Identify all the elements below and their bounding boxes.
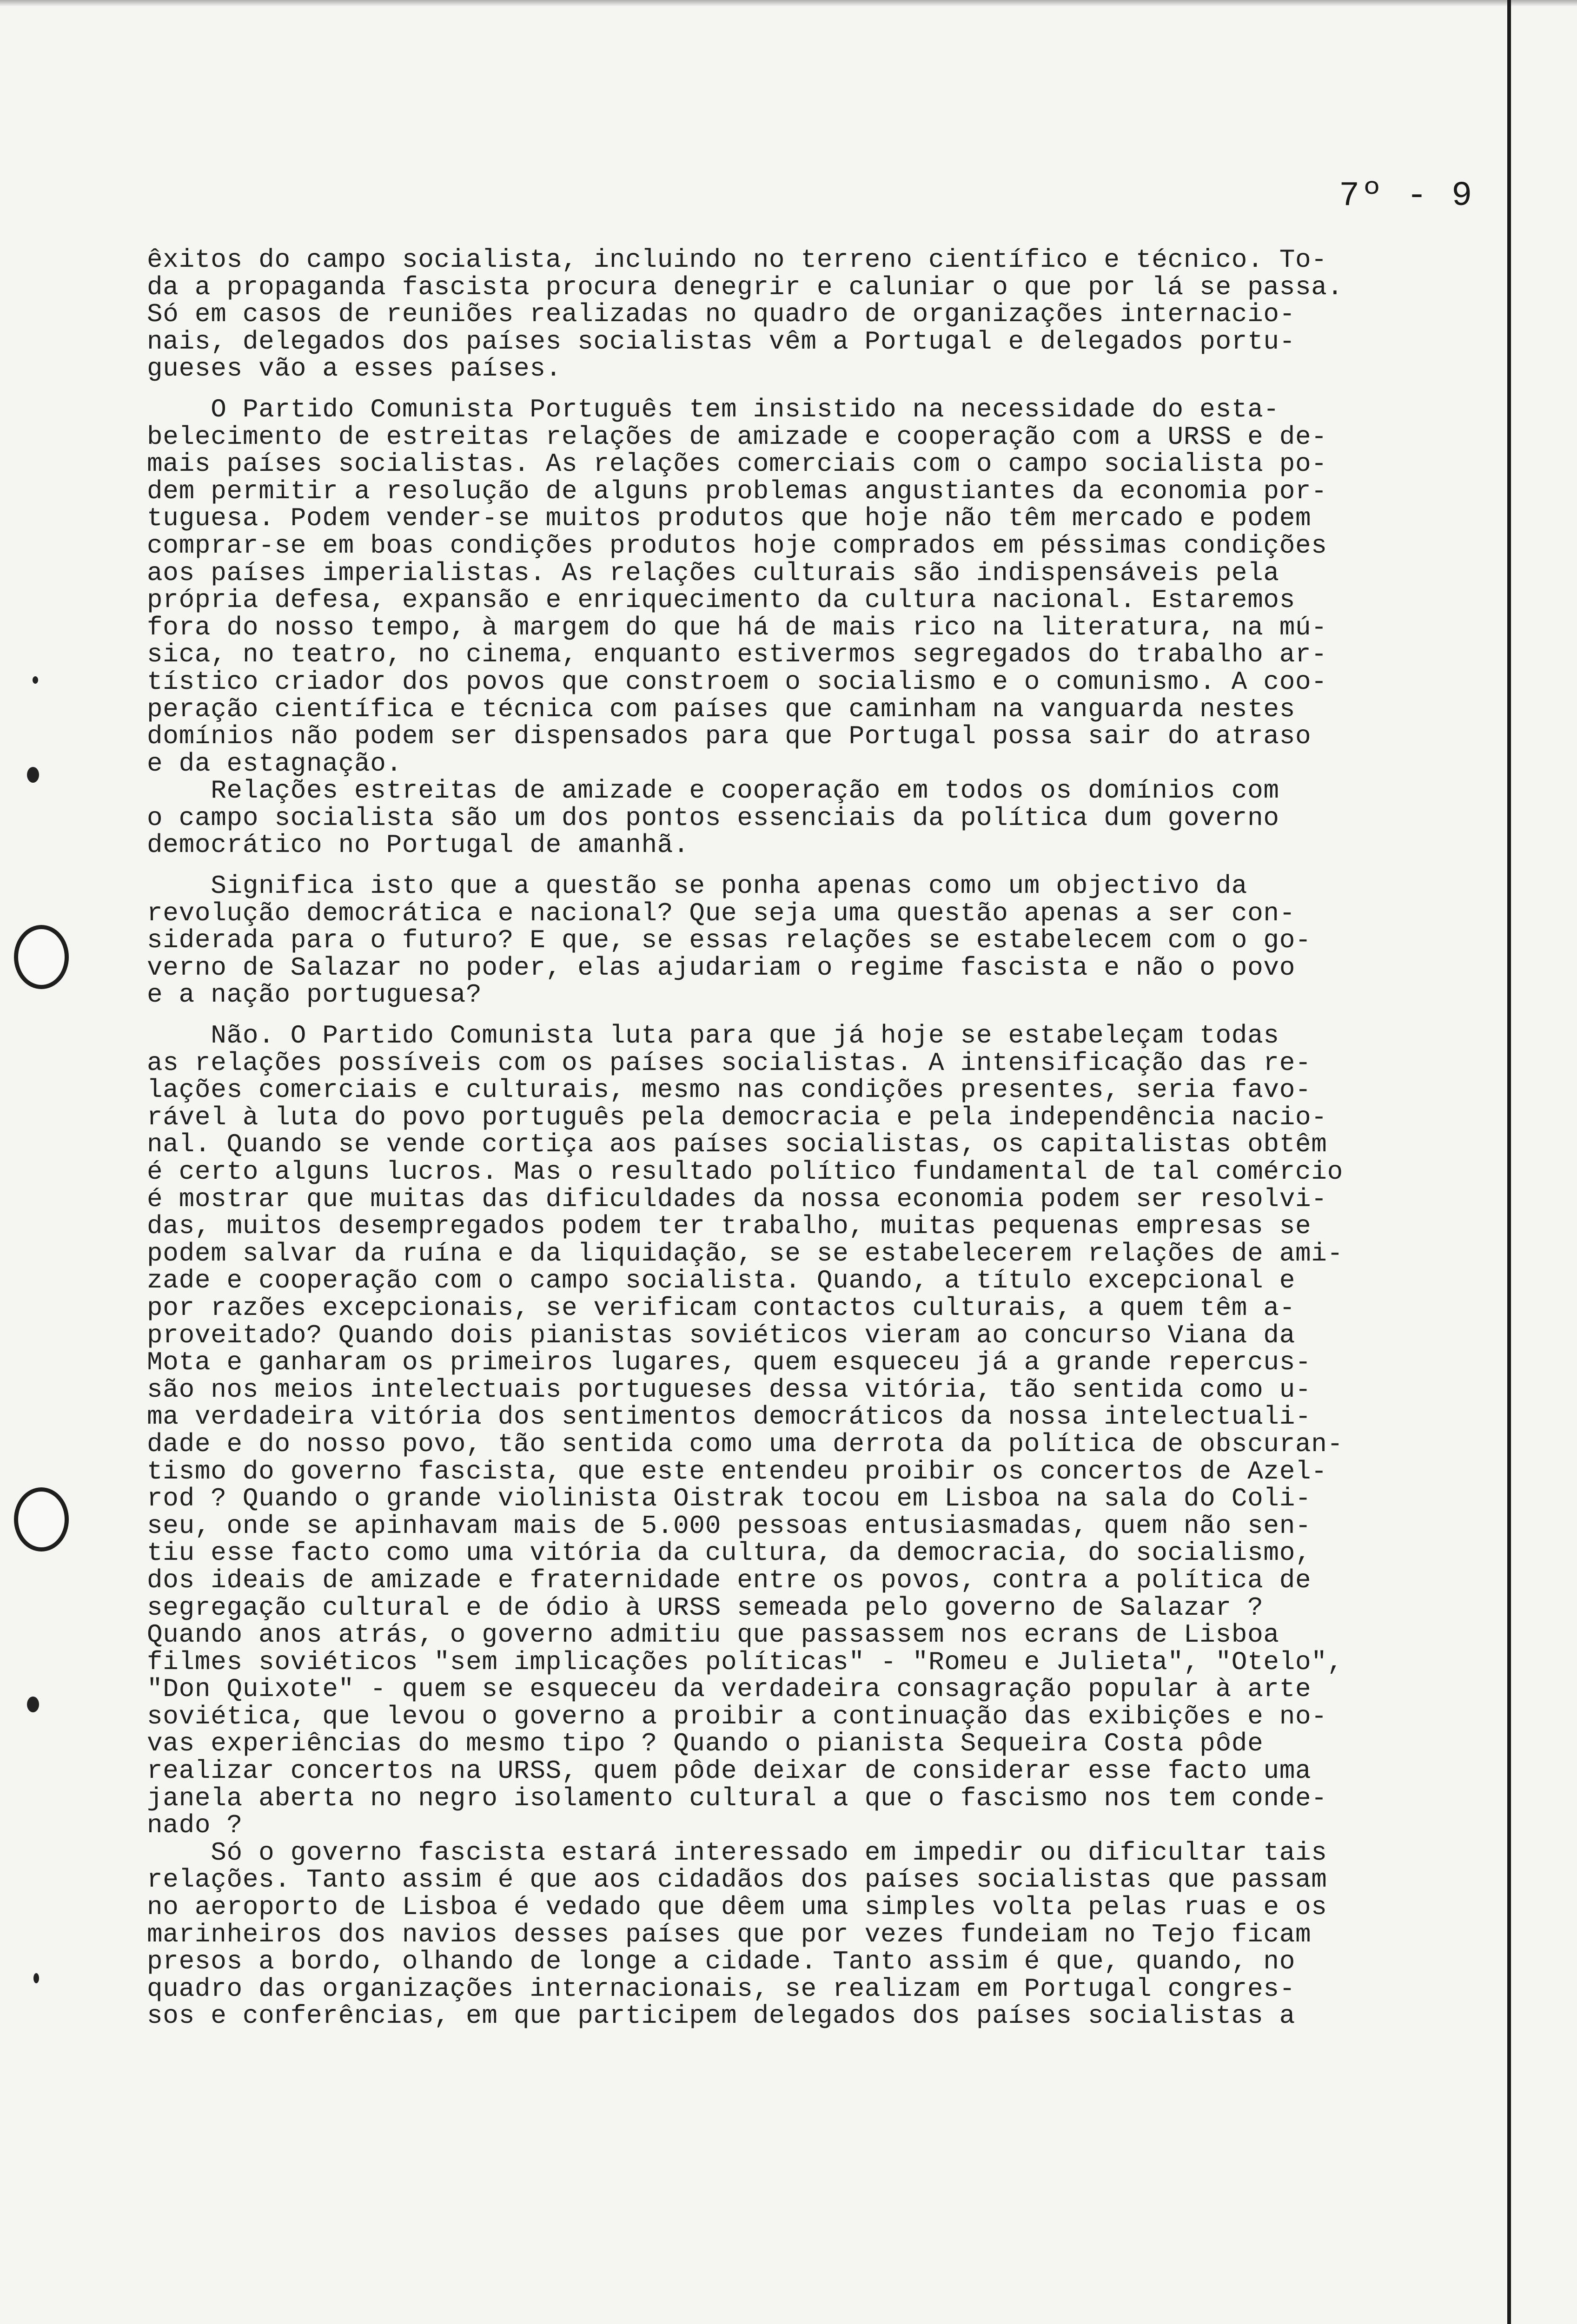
text-line: marinheiros dos navios desses países que por vezes fundeiam no Tejo ficam — [147, 1919, 1312, 1949]
text-line: proveitado? Quando dois pianistas soviéticos vieram ao concurso Viana da — [147, 1320, 1295, 1350]
text-line: Mota e ganharam os primeiros lugares, quem esqueceu já a grande repercus- — [147, 1347, 1312, 1378]
text-line: sos e conferências, em que participem delegados dos países socialistas a — [147, 2001, 1295, 2031]
text-line: no aeroporto de Lisboa é vedado que dêem uma simples volta pelas ruas e os — [147, 1892, 1327, 1922]
text-line: o campo socialista são um dos pontos essenciais da política dum governo — [147, 803, 1279, 833]
punch-hole-upper — [14, 925, 69, 989]
text-line: verno de Salazar no poder, elas ajudariam o regime fascista e não o povo — [147, 952, 1295, 983]
text-line — [147, 859, 1523, 872]
scan-top-edge — [0, 0, 1577, 7]
text-line: Quando anos atrás, o governo admitiu que passassem nos ecrans de Lisboa — [147, 1620, 1279, 1650]
text-line: segregação cultural e de ódio à URSS semeada pelo governo de Salazar ? — [147, 1592, 1264, 1623]
text-line: zade e cooperação com o campo socialista. Quando, a título excepcional e — [147, 1266, 1295, 1296]
text-line: tuguesa. Podem vender-se muitos produtos que hoje não têm mercado e podem — [147, 503, 1312, 534]
text-line: realizar concertos na URSS, quem pôde deixar de considerar esse facto uma — [147, 1756, 1312, 1786]
text-line: podem salvar da ruína e da liquidação, se se estabelecerem relações de ami- — [147, 1238, 1343, 1268]
text-line: "Don Quixote" - quem se esqueceu da verdadeira consagração popular à arte — [147, 1674, 1312, 1704]
text-line: tístico criador dos povos que constroem o socialismo e o comunismo. A coo- — [147, 667, 1327, 697]
text-line: domínios não podem ser dispensados para que Portugal possa sair do atraso — [147, 721, 1312, 752]
text-line: dem permitir a resolução de alguns problemas angustiantes da economia por- — [147, 476, 1327, 506]
text-line: gueses vão a esses países. — [147, 354, 562, 384]
text-line: por razões excepcionais, se verificam contactos culturais, a quem têm a- — [147, 1293, 1295, 1323]
text-line: mais países socialistas. As relações comerciais com o campo socialista po- — [147, 449, 1327, 479]
text-line: lações comerciais e culturais, mesmo nas condições presentes, seria favo- — [147, 1075, 1312, 1105]
text-line: janela aberta no negro isolamento cultural a que o fascismo nos tem conde- — [147, 1783, 1327, 1813]
text-line: seu, onde se apinhavam mais de 5.000 pessoas entusiasmadas, quem não sen- — [147, 1511, 1312, 1541]
text-line: soviética, que levou o governo a proibir a continuação das exibições e no- — [147, 1701, 1327, 1731]
text-line: nal. Quando se vende cortiça aos países socialistas, os capitalistas obtêm — [147, 1129, 1327, 1160]
text-line: fora do nosso tempo, à margem do que há de mais rico na literatura, na mú- — [147, 612, 1327, 642]
text-line: peração científica e técnica com países que caminham na vanguarda nestes — [147, 694, 1295, 724]
text-line: é mostrar que muitas das dificuldades da nossa economia podem ser resolvi- — [147, 1184, 1327, 1214]
text-line: revolução democrática e nacional? Que seja uma questão apenas a ser con- — [147, 898, 1295, 928]
margin-mark — [33, 676, 38, 684]
text-line: ma verdadeira vitória dos sentimentos democráticos da nossa intelectuali- — [147, 1402, 1312, 1432]
text-line: presos a bordo, olhando de longe a cidade. Tanto assim é que, quando, no — [147, 1947, 1295, 1977]
text-line: as relações possíveis com os países socialistas. A intensificação das re- — [147, 1048, 1312, 1078]
text-line: e da estagnação. — [147, 748, 402, 779]
text-line: aos países imperialistas. As relações culturais são indispensáveis pela — [147, 558, 1279, 588]
page-number: 7º - 9 — [1339, 177, 1474, 216]
margin-mark — [27, 767, 39, 783]
text-line: Só em casos de reuniões realizadas no quadro de organizações internacio- — [147, 299, 1295, 330]
text-line: relações. Tanto assim é que aos cidadãos dos países socialistas que passam — [147, 1865, 1327, 1895]
text-line: é certo alguns lucros. Mas o resultado político fundamental de tal comércio — [147, 1157, 1343, 1187]
body-text — [147, 246, 1523, 2030]
text-line — [147, 383, 1523, 396]
text-line — [147, 1009, 1523, 1022]
text-line: são nos meios intelectuais portugueses dessa vitória, tão sentida como u- — [147, 1374, 1312, 1405]
text-line: Relações estreitas de amizade e cooperação em todos os domínios com — [147, 776, 1279, 806]
text-line: dade e do nosso povo, tão sentida como uma derrota da política de obscuran- — [147, 1429, 1343, 1459]
text-line: dos ideais de amizade e fraternidade entre os povos, contra a política de — [147, 1565, 1312, 1595]
text-line: própria defesa, expansão e enriquecimento da cultura nacional. Estaremos — [147, 585, 1295, 615]
text-line: quadro das organizações internacionais, se realizam em Portugal congres- — [147, 1974, 1295, 2004]
text-line: comprar-se em boas condições produtos hoje comprados em péssimas condições — [147, 530, 1327, 561]
margin-mark — [33, 1973, 39, 1983]
text-line: rod ? Quando o grande violinista Oistrak tocou em Lisboa na sala do Coli- — [147, 1484, 1312, 1514]
text-line: nais, delegados dos países socialistas vêm a Portugal e delegados portu- — [147, 326, 1295, 357]
text-line: democrático no Portugal de amanhã. — [147, 830, 689, 860]
text-line: tismo do governo fascista, que este entendeu proibir os concertos de Azel- — [147, 1456, 1327, 1486]
text-line: da a propaganda fascista procura denegrir e caluniar o que por lá se passa. — [147, 272, 1343, 302]
text-line: filmes soviéticos "sem implicações políticas" - "Romeu e Julieta", "Otelo", — [147, 1647, 1343, 1677]
text-line: nado ? — [147, 1810, 243, 1841]
text-line: rável à luta do povo português pela democracia e pela independência nacio- — [147, 1102, 1327, 1132]
text-line: vas experiências do mesmo tipo ? Quando o pianista Sequeira Costa pôde — [147, 1729, 1264, 1759]
text-line: Não. O Partido Comunista luta para que já hoje se estabeleçam todas — [147, 1021, 1279, 1051]
text-line: e a nação portuguesa? — [147, 980, 482, 1010]
text-line: êxitos do campo socialista, incluindo no terreno científico e técnico. To- — [147, 245, 1327, 275]
text-line: sica, no teatro, no cinema, enquanto estivermos segregados do trabalho ar- — [147, 640, 1327, 670]
text-line: Significa isto que a questão se ponha apenas como um objectivo da — [147, 871, 1248, 901]
text-line: das, muitos desempregados podem ter trabalho, muitas pequenas empresas se — [147, 1211, 1312, 1241]
text-line: O Partido Comunista Português tem insistido na necessidade do esta- — [147, 394, 1279, 424]
punch-hole-lower — [14, 1487, 69, 1552]
text-line: siderada para o futuro? E que, se essas relações se estabelecem com o go- — [147, 925, 1312, 956]
margin-mark — [27, 1697, 39, 1712]
text-line: tiu esse facto como uma vitória da cultura, da democracia, do socialismo, — [147, 1538, 1312, 1568]
text-line: belecimento de estreitas relações de amizade e cooperação com a URSS e de- — [147, 422, 1327, 452]
text-line: Só o governo fascista estará interessado em impedir ou dificultar tais — [147, 1837, 1327, 1868]
